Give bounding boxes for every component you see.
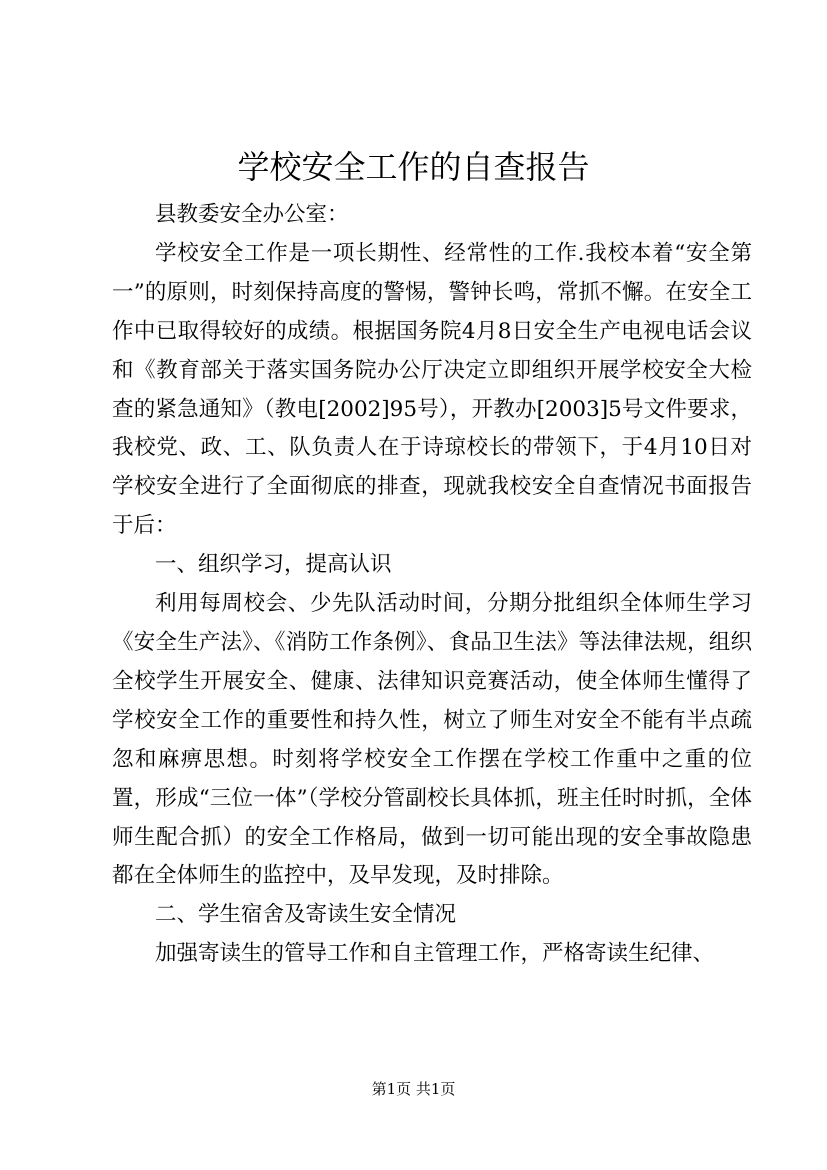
intro-paragraph: 学校安全工作是一项长期性、经常性的工作.我校本着“安全第一”的原则，时刻保持高度的警惕，警钟长鸣，常抓不懈。在安全工作中已取得较好的成绩。根据国务院4月8日安全生产电视电话会议和《教育部关于落实国务院办公厅决定立即组织开展学校安全大检查的紧急通知》（教电[2002]95号），开教办[2003]5号文件要求，我校党、政、工、队负责人在于诗琼校长的带领下，于4月10日对学校安全进行了全面彻底的排查，现就我校安全自查情况书面报告于后：: [112, 240, 752, 539]
section-text-2: 加强寄读生的管导工作和自主管理工作，严格寄读生纪律、: [155, 941, 715, 967]
salutation: 县教委安全办公室：: [155, 202, 349, 227]
document-body: [112, 196, 752, 974]
section-heading-2: 二、学生宿舍及寄读生安全情况: [155, 902, 457, 928]
section-heading-1: 一、组织学习，提高认识: [155, 552, 392, 578]
page-footer: 第1页 共1页: [371, 1080, 456, 1098]
document-title: 学校安全工作的自查报告: [237, 148, 590, 186]
section-text-1: 利用每周校会、少先队活动时间，分期分批组织全体师生学习《安全生产法》、《消防工作条例》、食品卫生法》等法律法规，组织全校学生开展安全、健康、法律知识竞赛活动，使全体师生懂得了学校安全工作的重要性和持久性，树立了师生对安全不能有半点疏忽和麻痹思想。时刻将学校安全工作摆在学校工作重中之重的位置，形成“三位一体”（学校分管副校长具体抓，班主任时时抓，全体师生配合抓）的安全工作格局，做到一切可能出现的安全事故隐患都在全体师生的监控中，及早发现，及时排除。: [112, 591, 752, 889]
